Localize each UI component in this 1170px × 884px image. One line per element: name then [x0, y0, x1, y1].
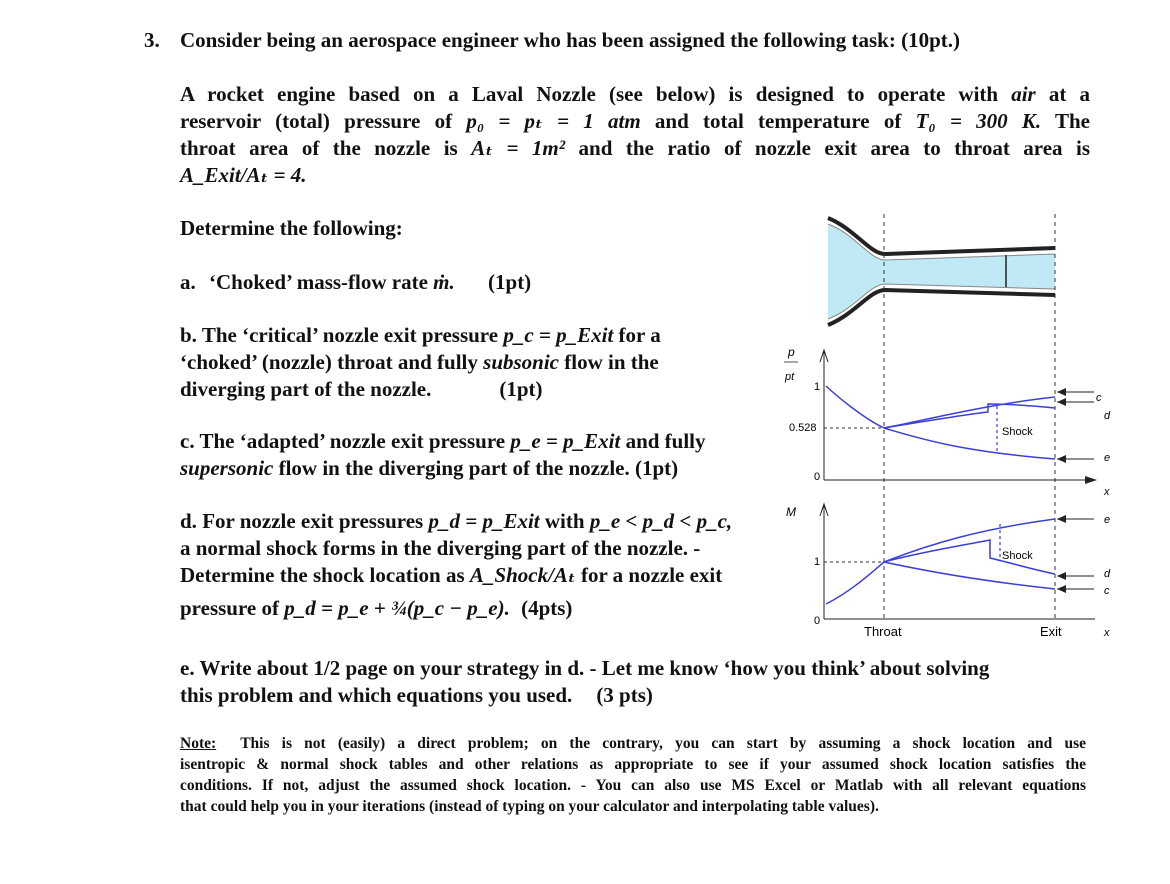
- intro-line-2: reservoir (total) pressure of p₀ = pₜ = 1 atm and total temperature of T₀ = 300 K. The: [180, 109, 1091, 133]
- p-tick-1: 1: [814, 381, 821, 393]
- at-equation: Aₜ = 1m²: [471, 136, 566, 160]
- nozzle-figure: [770, 214, 1150, 644]
- m-curve-c: [884, 562, 1055, 589]
- note-label: Note:: [180, 735, 217, 752]
- part-a-text: ‘Choked’ mass-flow rate: [209, 270, 428, 294]
- m-label: M: [786, 505, 796, 519]
- part-a-label: a.: [180, 270, 196, 294]
- m-arrowhead-e: [1057, 515, 1066, 523]
- m-curve-d-label: d: [1104, 568, 1111, 580]
- m-curve-subsonic-inlet: [826, 562, 884, 604]
- part-e-points: (3 pts): [596, 683, 653, 707]
- question-points: (10pt.): [901, 28, 960, 52]
- m-curve-c-label: c: [1104, 585, 1110, 597]
- part-b-line-3: diverging part of the nozzle. (1pt): [180, 377, 543, 401]
- p0-equation: p₀ = pₜ = 1 atm: [466, 109, 641, 133]
- intro-line-1: A rocket engine based on a Laval Nozzle (see below) is designed to operate with air at a: [180, 82, 1091, 106]
- note-block: [180, 733, 1086, 817]
- pressure-inequality: p_e < p_d < p_c,: [589, 509, 733, 533]
- part-e-line-1: e. Write about 1/2 page on your strategy in d. - Let me know ‘how you think’ about solving: [180, 656, 990, 680]
- m-arrowhead-d: [1057, 572, 1066, 580]
- exit-label: Exit: [1040, 624, 1062, 639]
- part-d-points: (4pts): [521, 596, 573, 620]
- ashock-ratio: A_Shock/Aₜ: [469, 563, 576, 587]
- part-c-line-1: c. The ‘adapted’ nozzle exit pressure p_e = p_Exit and fully: [180, 429, 706, 453]
- pe-equation: p_e = p_Exit: [510, 429, 621, 453]
- question-header-text: Consider being an aerospace engineer who has been assigned the following task:: [180, 28, 896, 52]
- part-d: [180, 508, 732, 622]
- part-b: [180, 322, 661, 403]
- part-d-line-1: d. For nozzle exit pressures p_d = p_Exit with p_e < p_d < p_c,: [180, 509, 733, 533]
- note-line-1: Note: This is not (easily) a direct problem; on the contrary, you can start by assuming a shock location and use: [180, 735, 1086, 752]
- p-curve-e-label: e: [1104, 452, 1111, 464]
- part-b-points: (1pt): [499, 377, 543, 401]
- throat-label: Throat: [864, 624, 902, 639]
- p-tick-0528: 0.528: [789, 422, 817, 434]
- m-arrowhead-c: [1057, 585, 1066, 593]
- part-b-line-2: ‘choked’ (nozzle) throat and fully subsonic flow in the: [180, 350, 659, 374]
- t0-equation: T₀ = 300 K.: [915, 109, 1042, 133]
- part-b-line-1: b. The ‘critical’ nozzle exit pressure p_c = p_Exit for a: [180, 323, 661, 347]
- question-header: [180, 28, 960, 53]
- part-a-points: (1pt): [488, 270, 532, 294]
- m-tick-0: 0: [814, 615, 821, 627]
- p-curve-d: [884, 404, 1055, 428]
- p-x-axis-arrow: [1085, 476, 1097, 484]
- note-line-4: that could help you in your iterations (instead of typing on your calculator and interpolating table values).: [180, 798, 879, 815]
- p-arrowhead-e: [1057, 455, 1066, 463]
- note-line-2: isentropic & normal shock tables and other relations as appropriate to see if your assumed shock location satisfies the: [180, 756, 1086, 773]
- p-arrowhead-c: [1057, 388, 1066, 396]
- part-d-line-2: a normal shock forms in the diverging part of the nozzle. -: [180, 536, 701, 560]
- p-arrowhead-d: [1057, 398, 1066, 406]
- p-shock-label: Shock: [1002, 426, 1033, 438]
- intro-paragraph: [180, 81, 1090, 189]
- part-a: [180, 270, 531, 295]
- note-line-3: conditions. If not, adjust the assumed shock location. - You can also use MS Excel or Matlab with all relevant equations: [180, 777, 1086, 794]
- question-number: 3.: [144, 28, 160, 52]
- part-e: [180, 655, 989, 709]
- m-tick-1: 1: [814, 556, 821, 568]
- determine-heading: Determine the following:: [180, 216, 403, 240]
- p-label-den: pt: [785, 371, 795, 383]
- intro-line-3: throat area of the nozzle is Aₜ = 1m² and the ratio of nozzle exit area to throat area is: [180, 136, 1091, 160]
- part-d-line-4: pressure of p_d = p_e + ¾(p_c − p_e). (4pts): [180, 596, 573, 620]
- part-a-symbol: ṁ.: [433, 270, 455, 294]
- p-label-num: p: [788, 345, 795, 359]
- intro-line-4: A_Exit/Aₜ = 4.: [180, 163, 307, 187]
- m-shock-label: Shock: [1002, 550, 1033, 562]
- p-tick-0: 0: [814, 471, 821, 483]
- part-e-line-2: this problem and which equations you used. (3 pts): [180, 683, 653, 707]
- p-curve-subsonic-inlet: [826, 386, 884, 428]
- p-x-label: x: [1104, 486, 1110, 498]
- part-c-points: (1pt): [634, 456, 679, 480]
- m-curve-e-label: e: [1104, 514, 1111, 526]
- part-c-line-2: supersonic flow in the diverging part of the nozzle. (1pt): [180, 456, 679, 480]
- intro-air: air: [1011, 82, 1036, 106]
- part-d-line-3: Determine the shock location as A_Shock/Aₜ for a nozzle exit: [180, 563, 723, 587]
- pc-equation: p_c = p_Exit: [503, 323, 614, 347]
- pd-formula: p_d = p_e + ¾(p_c − p_e).: [284, 596, 510, 620]
- p-curve-d-label: d: [1104, 410, 1111, 422]
- m-x-label: x: [1104, 627, 1110, 639]
- p-curve-c-label: c: [1096, 392, 1102, 404]
- part-c: [180, 428, 706, 482]
- pd-equation: p_d = p_Exit: [428, 509, 540, 533]
